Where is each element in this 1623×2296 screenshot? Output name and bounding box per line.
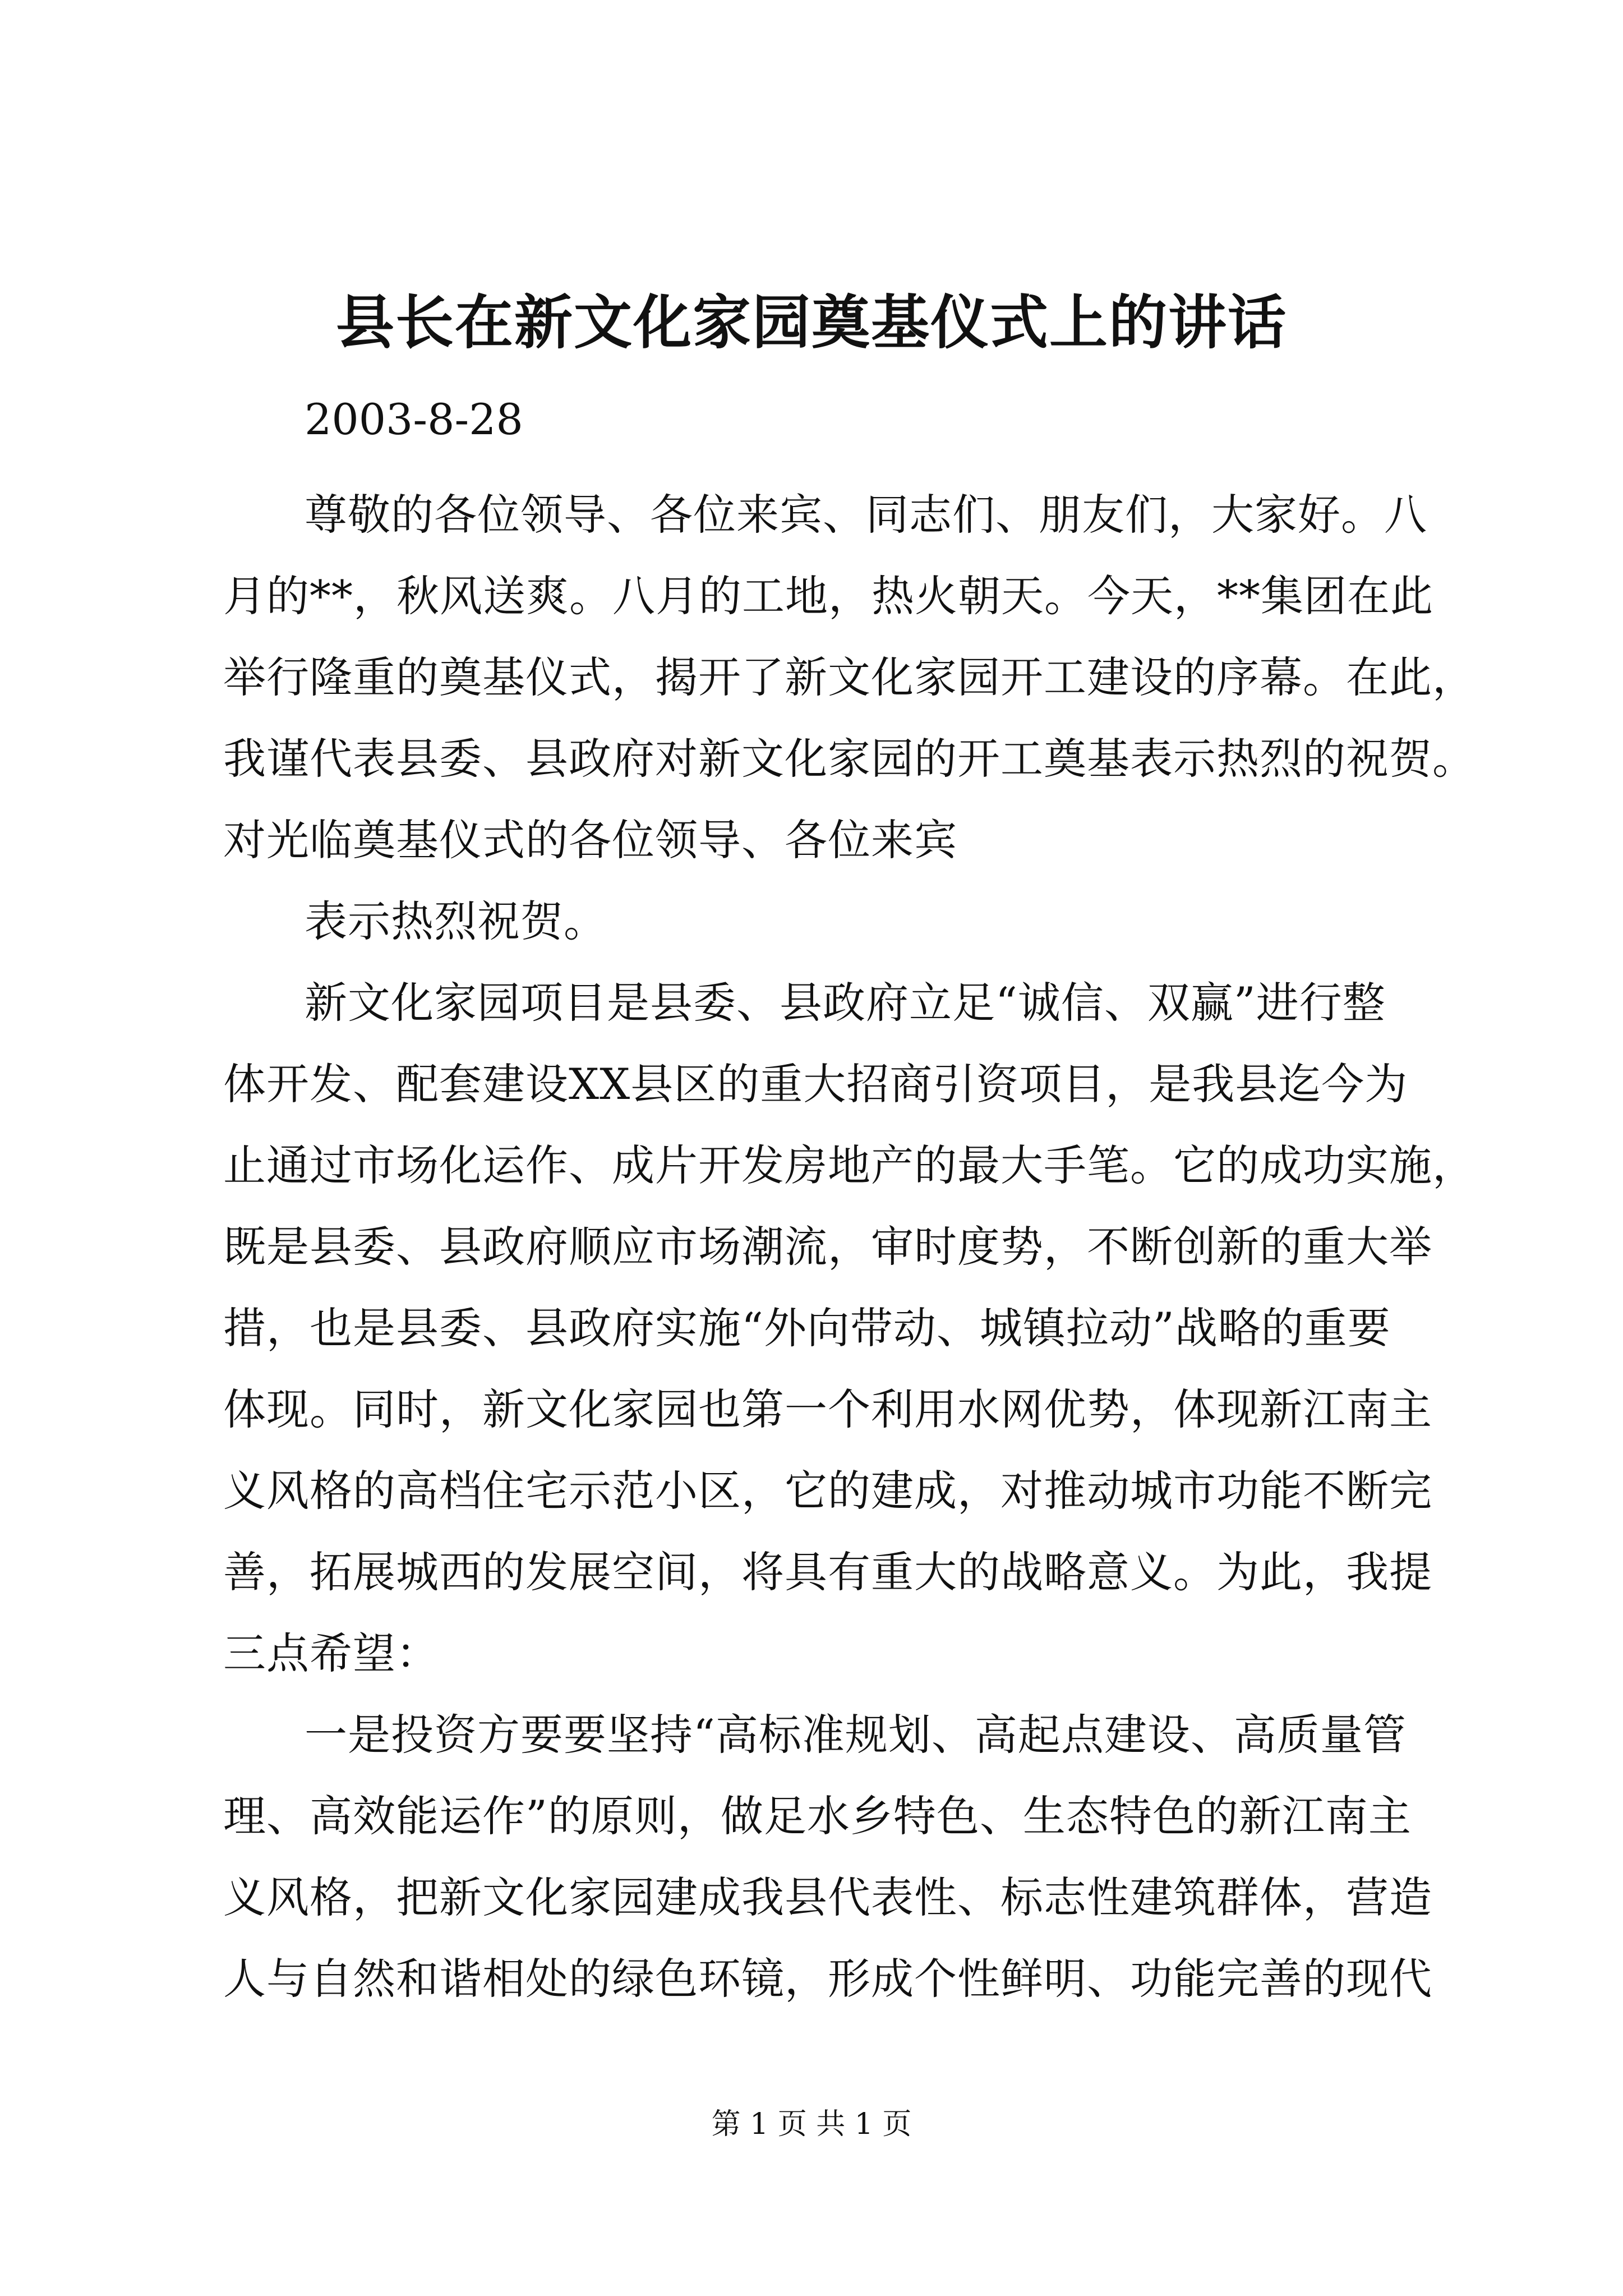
body-line: 人与自然和谐相处的绿色环镜，形成个性鲜明、功能完善的现代 xyxy=(223,1954,1432,2004)
body-line: 措，也是县委、县政府实施“外向带动、城镇拉动”战略的重要 xyxy=(223,1303,1391,1353)
body-line: 义风格的高档住宅示范小区，它的建成，对推动城市功能不断完 xyxy=(223,1466,1432,1516)
body-line: 义风格，把新文化家园建成我县代表性、标志性建筑群体，营造 xyxy=(223,1872,1432,1922)
body-line: 尊敬的各位领导、各位来宾、同志们、朋友们，大家好。八 xyxy=(305,490,1427,540)
body-line: 我谨代表县委、县政府对新文化家园的开工奠基表示热烈的祝贺。 xyxy=(223,734,1476,784)
body-line: 体开发、配套建设XX县区的重大招商引资项目，是我县迄今为 xyxy=(223,1059,1408,1109)
body-line: 新文化家园项目是县委、县政府立足“诚信、双赢”进行整 xyxy=(305,978,1386,1028)
document-body xyxy=(223,474,1476,2019)
body-line: 三点希望： xyxy=(223,1628,439,1678)
page-footer: 第 1 页 共 1 页 xyxy=(711,2108,912,2141)
document-title: 县长在新文化家园奠基仪式上的讲话 xyxy=(335,288,1287,357)
body-line: 月的**，秋风送爽。八月的工地，热火朝天。今天，**集团在此 xyxy=(223,571,1433,621)
document-date: 2003-8-28 xyxy=(305,394,523,444)
body-line: 既是县委、县政府顺应市场潮流，审时度势，不断创新的重大举 xyxy=(223,1222,1432,1272)
body-line: 对光临奠基仪式的各位领导、各位来宾 xyxy=(223,815,957,865)
body-line: 止通过市场化运作、成片开发房地产的最大手笔。它的成功实施， xyxy=(223,1140,1476,1190)
body-line: 表示热烈祝贺。 xyxy=(305,896,607,946)
body-line: 善，拓展城西的发展空间，将具有重大的战略意义。为此，我提 xyxy=(223,1547,1432,1597)
body-line: 举行隆重的奠基仪式，揭开了新文化家园开工建设的序幕。在此， xyxy=(223,652,1476,702)
body-line: 理、高效能运作”的原则，做足水乡特色、生态特色的新江南主 xyxy=(223,1791,1412,1841)
body-line: 一是投资方要要坚持“高标准规划、高起点建设、高质量管 xyxy=(305,1710,1407,1760)
body-line: 体现。同时，新文化家园也第一个利用水网优势，体现新江南主 xyxy=(223,1384,1432,1434)
